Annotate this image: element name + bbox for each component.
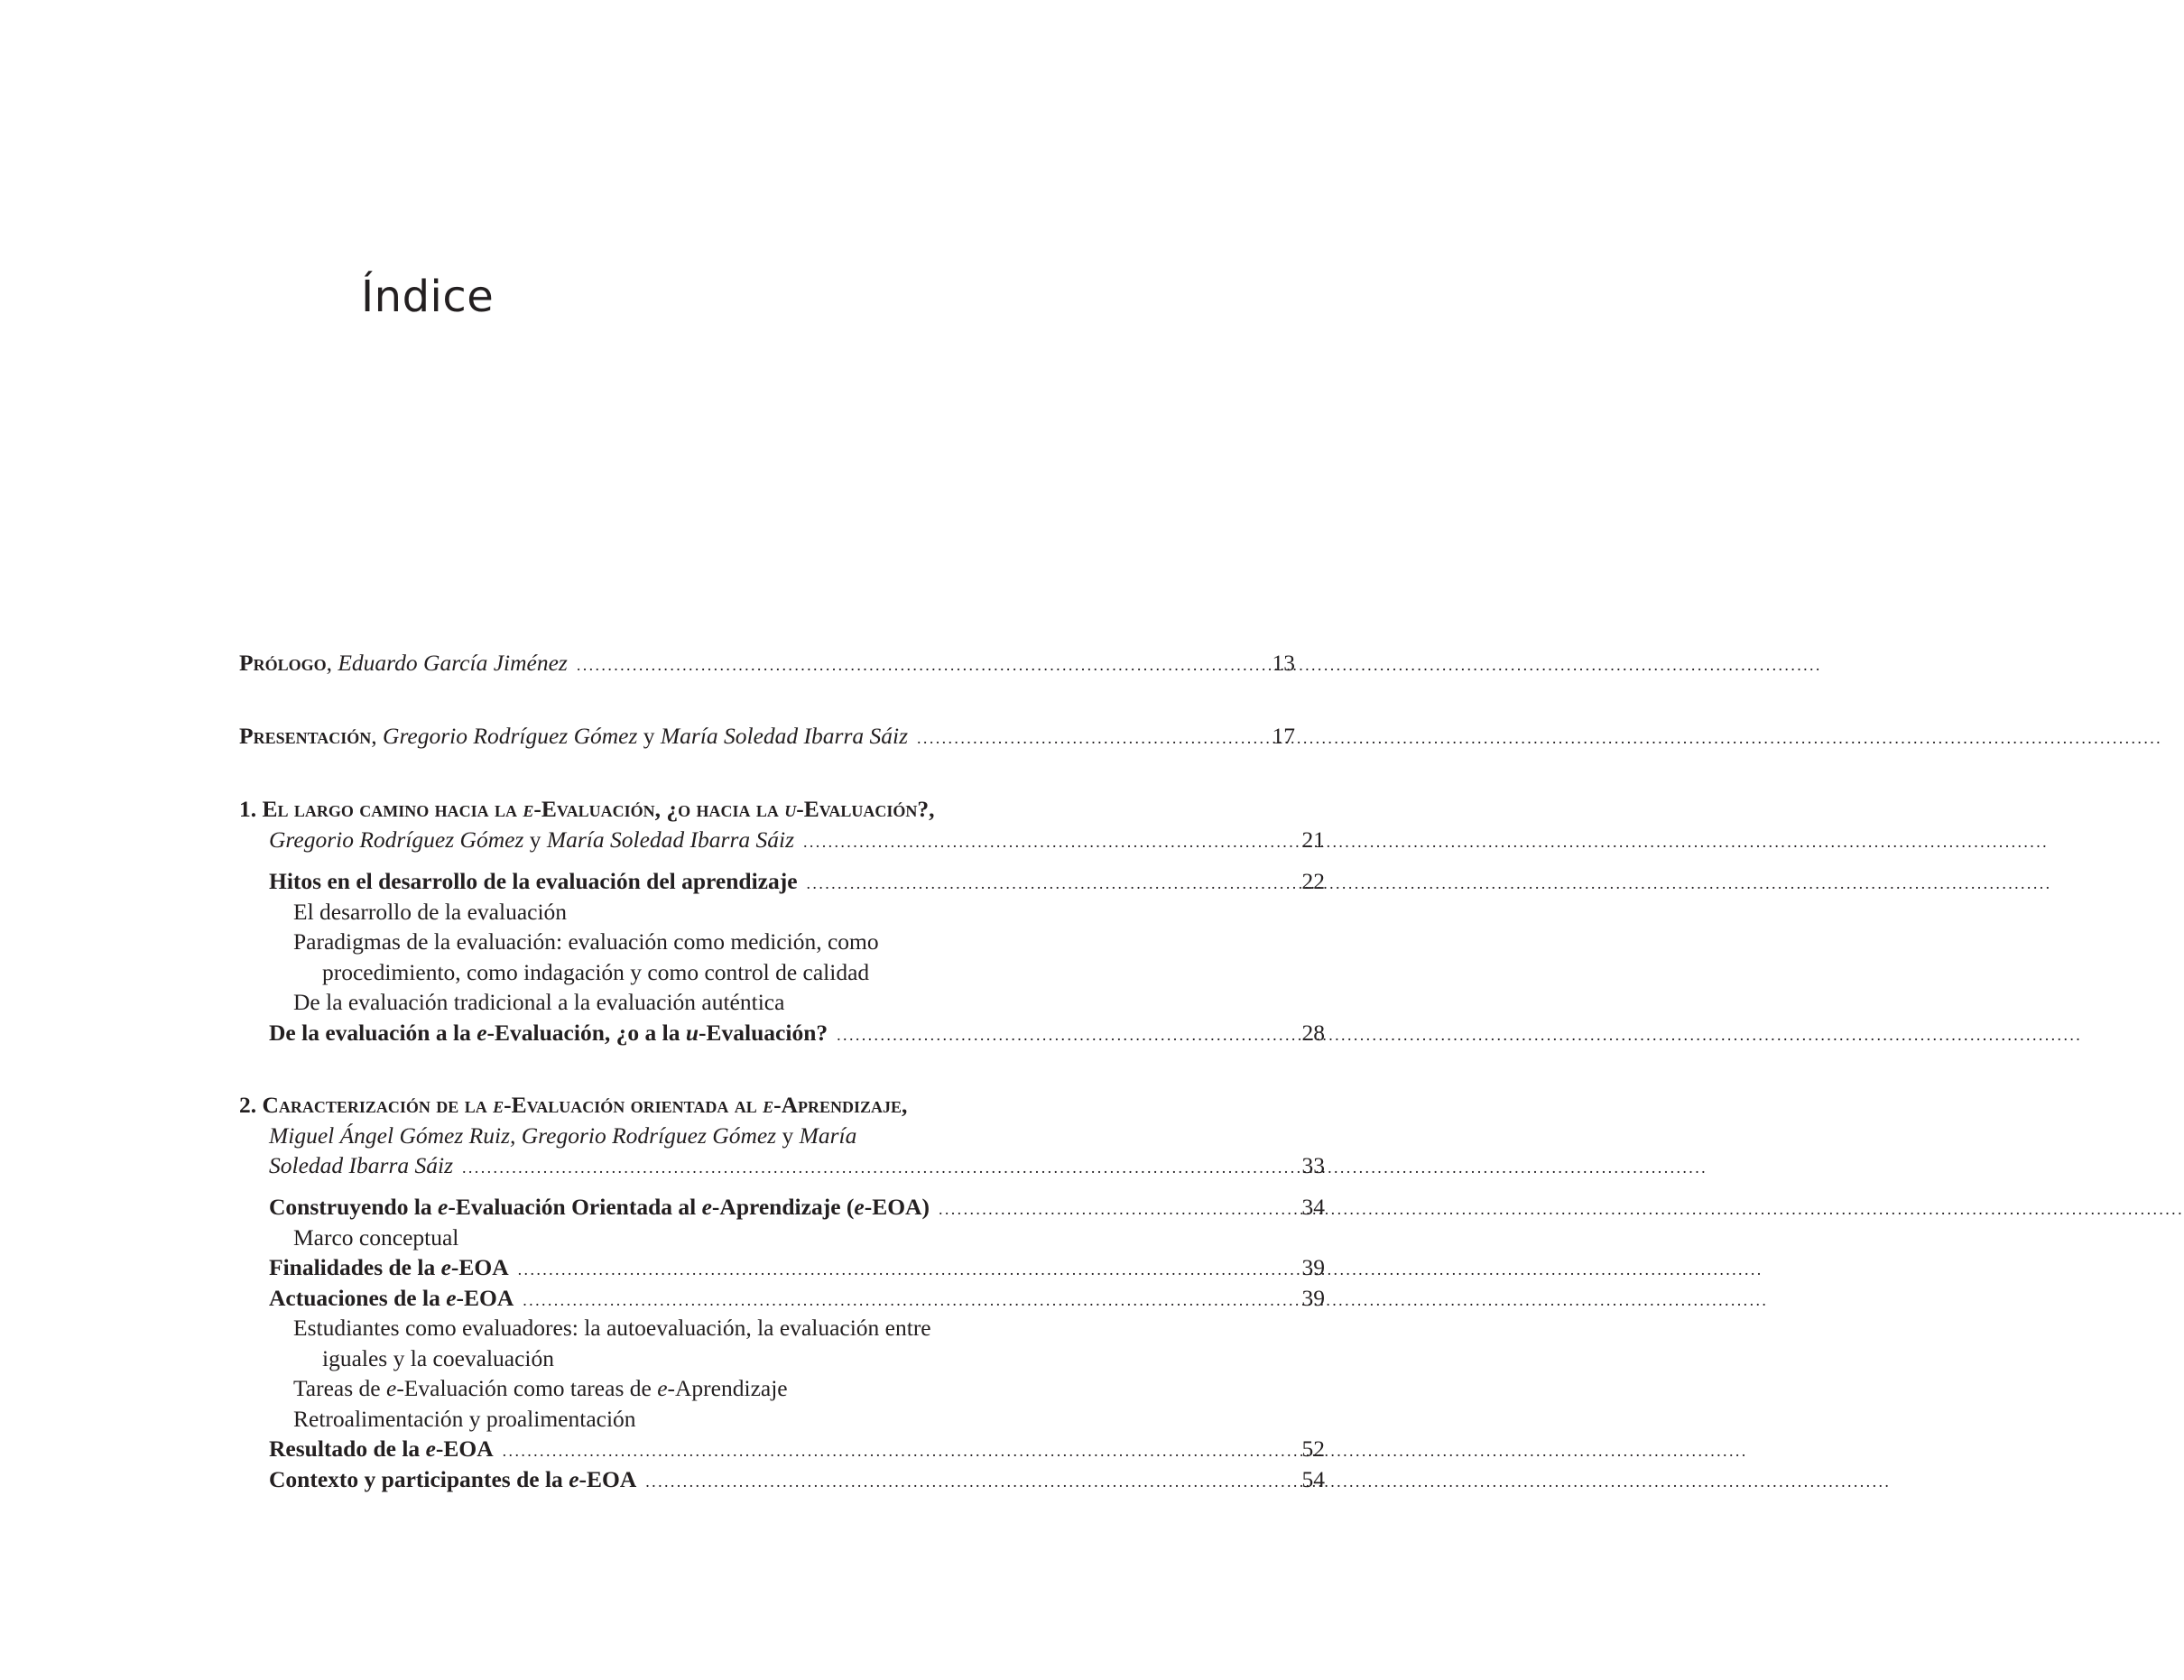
toc-subsection[interactable]: Retroalimentación y proalimentación (293, 1406, 636, 1432)
toc-subsection[interactable]: El desarrollo de la evaluación (293, 899, 568, 925)
dot-leader (645, 1466, 1891, 1497)
chapter-2-title[interactable]: 2. Caracterización de la e-Evaluación orientada al e-Aprendizaje, (239, 1092, 908, 1118)
dot-leader (917, 723, 2162, 753)
dot-leader (503, 1435, 1748, 1466)
chapter-1-title[interactable]: 1. El largo camino hacia la e-Evaluación, ¿o hacia la u-Evaluación?, (239, 796, 935, 822)
dot-leader (939, 1194, 2184, 1224)
entry-label: Prólogo (239, 650, 327, 676)
dot-leader (803, 826, 2049, 857)
page-number: 34 (1301, 1194, 1325, 1220)
dot-leader (518, 1254, 1763, 1285)
entry-label: Presentación (239, 723, 372, 749)
page-number: 28 (1301, 1020, 1325, 1046)
page-number: 39 (1301, 1254, 1325, 1280)
page-number: 54 (1301, 1466, 1325, 1492)
dot-leader (577, 650, 1822, 680)
page-number: 22 (1301, 868, 1325, 894)
page-number: 52 (1301, 1435, 1325, 1462)
chapter-2-authors: Miguel Ángel Gómez Ruiz, Gregorio Rodríguez Gómez y María (269, 1122, 857, 1149)
toc-section[interactable]: Actuaciones de la e-EOA ..... 39 (0, 1283, 1325, 1314)
entry-author: María Soledad Ibarra Sáiz (546, 826, 794, 853)
entry-author: Gregorio Rodríguez Gómez (383, 723, 638, 749)
entry-author: Eduardo García Jiménez (338, 650, 568, 676)
toc-section[interactable]: Construyendo la e-Evaluación Orientada al e-Aprendizaje (e-EOA) ..... 34 (0, 1192, 1325, 1223)
entry-author: María Soledad Ibarra Sáiz (660, 723, 909, 749)
toc-subsection-continued: procedimiento, como indagación y como control de calidad (322, 959, 870, 985)
entry-author: María (799, 1122, 857, 1149)
toc-subsection[interactable]: Estudiantes como evaluadores: la autoevaluación, la evaluación entre (293, 1315, 931, 1341)
toc-section[interactable]: Contexto y participantes de la e-EOA ..... 54 (0, 1464, 1325, 1495)
toc-subsection[interactable]: Tareas de e-Evaluación como tareas de e-Aprendizaje (293, 1375, 788, 1401)
page-title: Índice (361, 272, 495, 322)
page-number: 33 (1301, 1152, 1325, 1178)
toc-entry-presentacion[interactable]: Presentación, Gregorio Rodríguez Gómez y María Soledad Ibarra Sáiz ..... 17 (0, 721, 1295, 752)
chapter-2-authors-cont[interactable] (0, 1150, 1325, 1181)
dot-leader (807, 868, 2052, 899)
toc-section[interactable]: Hitos en el desarrollo de la evaluación del aprendizaje ..... 22 (0, 866, 1325, 897)
entry-author: Miguel Ángel Gómez Ruiz, Gregorio Rodríguez Gómez (269, 1122, 777, 1149)
page-number: 39 (1301, 1285, 1325, 1311)
toc-entry-prologo[interactable]: Prólogo, Eduardo García Jiménez ..... 13 (0, 648, 1295, 678)
page-number: 21 (1301, 826, 1325, 853)
chapter-1-authors[interactable]: Gregorio Rodríguez Gómez y María Soledad Ibarra Sáiz ..... 21 (0, 825, 1325, 855)
toc-section[interactable]: De la evaluación a la e-Evaluación, ¿o a la u-Evaluación? ..... 28 (0, 1018, 1325, 1048)
toc-section[interactable]: Finalidades de la e-EOA ..... 39 (0, 1252, 1325, 1283)
dot-leader (523, 1285, 1768, 1315)
toc-subsection[interactable]: De la evaluación tradicional a la evaluación auténtica (293, 989, 785, 1015)
entry-author: Gregorio Rodríguez Gómez (269, 826, 524, 853)
page-number: 17 (1272, 723, 1295, 749)
page-number: 13 (1272, 650, 1295, 676)
dot-leader (837, 1020, 2082, 1050)
toc-subsection[interactable]: Paradigmas de la evaluación: evaluación como medición, como (293, 928, 879, 955)
entry-author: Soledad Ibarra Sáiz (269, 1152, 453, 1178)
toc-subsection-continued: iguales y la coevaluación (322, 1345, 555, 1371)
dot-leader (462, 1152, 1707, 1183)
toc-subsection[interactable]: Marco conceptual (293, 1224, 459, 1251)
toc-section[interactable]: Resultado de la e-EOA ..... 52 (0, 1434, 1325, 1464)
